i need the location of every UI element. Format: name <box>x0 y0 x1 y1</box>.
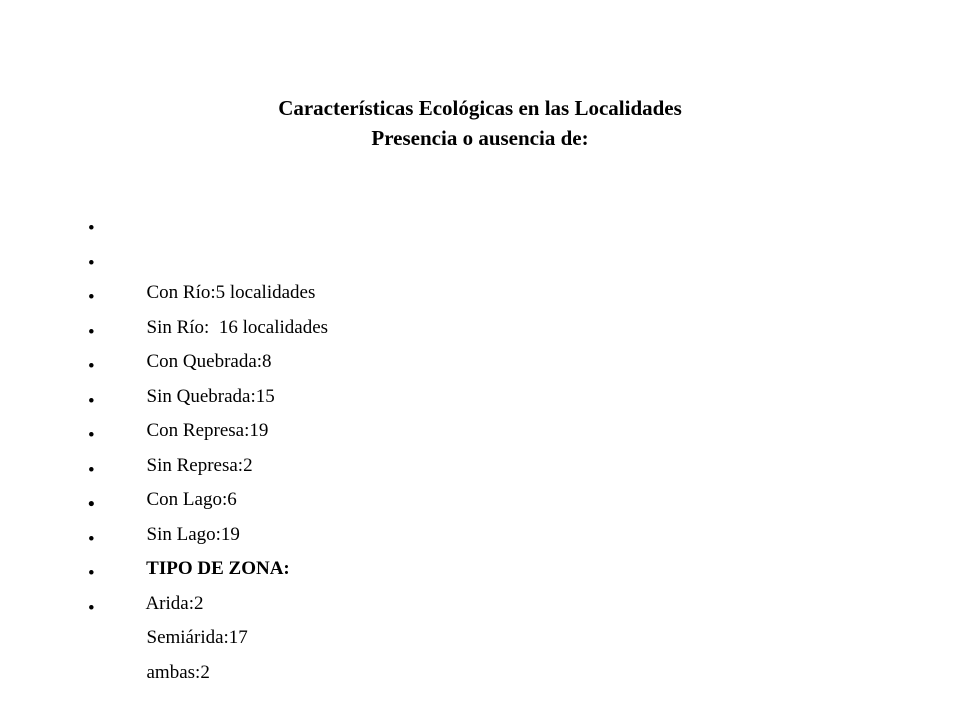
bullet-text: Sin Lago:19 <box>146 523 240 545</box>
bullet-text: Con Río:5 localidades <box>146 282 316 303</box>
bullet-icon: • <box>88 356 95 377</box>
bullet-list <box>88 213 329 683</box>
bullet-text: ambas:2 <box>146 661 210 683</box>
title-line-1: Características Ecológicas en las Localidades <box>278 96 682 120</box>
bullet-text: Sin Río: 16 localidades <box>146 316 329 338</box>
bullet-text: Sin Represa:2 <box>146 454 253 476</box>
bullet-icon: • <box>88 390 95 412</box>
bullet-icon: • <box>88 528 95 550</box>
bullet-icon: • <box>88 459 95 481</box>
bullet-item <box>88 213 328 303</box>
bullet-text: Con Represa:19 <box>146 420 269 441</box>
bullet-icon: • <box>88 494 95 515</box>
bullet-icon: • <box>88 425 95 446</box>
bullet-icon: • <box>88 218 95 239</box>
bullet-icon: • <box>88 252 95 274</box>
slide-title <box>0 93 960 153</box>
bullet-text: Sin Quebrada:15 <box>146 385 275 407</box>
bullet-icon: • <box>88 287 95 308</box>
bullet-icon: • <box>88 597 95 619</box>
bullet-icon: • <box>88 563 95 584</box>
bullet-text: TIPO DE ZONA: <box>146 558 290 579</box>
bullet-text: Con Quebrada:8 <box>146 351 272 372</box>
bullet-icon: • <box>88 321 95 343</box>
title-line-2: Presencia o ausencia de: <box>371 126 589 150</box>
bullet-text: Arida:2 <box>145 592 204 614</box>
bullet-text: Semiárida:17 <box>146 627 248 648</box>
bullet-text: Con Lago:6 <box>146 489 237 510</box>
